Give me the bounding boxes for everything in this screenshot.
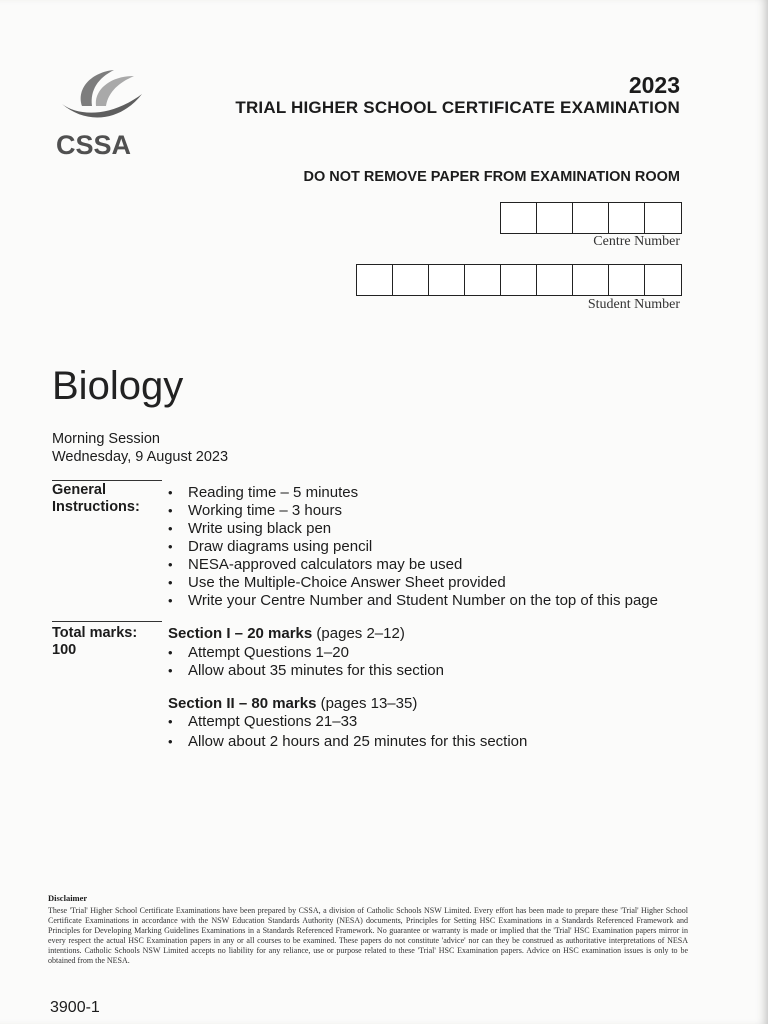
section-1-title: Section I – 20 marks (168, 625, 313, 642)
paper-code: 3900-1 (50, 999, 100, 1016)
instruction-item: • Working time – 3 hours (166, 502, 658, 520)
section-1-item: • Attempt Questions 1–20 (166, 644, 444, 662)
section-2-item: • Allow about 2 hours and 25 minutes for this section (166, 733, 527, 751)
section-2-pages: (pages 13–35) (320, 695, 418, 712)
general-instructions-list (166, 484, 658, 610)
centre-number-label: Centre Number (593, 234, 680, 249)
centre-number-box[interactable] (573, 203, 609, 233)
student-number-box[interactable] (537, 265, 573, 295)
student-number-box[interactable] (429, 265, 465, 295)
section-2-list (166, 713, 527, 751)
divider (52, 621, 162, 622)
instruction-item: • Reading time – 5 minutes (166, 484, 658, 502)
student-number-label: Student Number (587, 297, 680, 312)
student-number-box[interactable] (393, 265, 429, 295)
centre-number-box[interactable] (609, 203, 645, 233)
session-info (52, 430, 228, 466)
exam-year: 2023 (628, 72, 680, 98)
disclaimer-heading: Disclaimer (48, 893, 88, 903)
student-number-box[interactable] (609, 265, 645, 295)
divider (52, 480, 162, 481)
section-1-heading (168, 625, 405, 642)
general-instructions-label (52, 482, 156, 516)
instruction-item: • Draw diagrams using pencil (166, 538, 658, 556)
instruction-item: • Use the Multiple-Choice Answer Sheet provided (166, 574, 658, 592)
total-marks-block (52, 625, 137, 659)
centre-number-box[interactable] (537, 203, 573, 233)
section-1-item: • Allow about 35 minutes for this section (166, 662, 444, 680)
instruction-item: • Write your Centre Number and Student Number on the top of this page (166, 592, 658, 610)
total-marks-label: Total marks: (52, 625, 138, 641)
session-date: Wednesday, 9 August 2023 (52, 449, 229, 465)
section-2-item: • Attempt Questions 21–33 (166, 713, 527, 731)
subject-title: Biology (52, 364, 184, 408)
instruction-item: • NESA-approved calculators may be used (166, 556, 658, 574)
disclaimer-text: These 'Trial' Higher School Certificate Examinations have been prepared by CSSA, a division of Catholic Schools NSW Limited. Every effort has been made to prepare these 'Trial' Higher School Certificate Examinations in accordance with the NSW Education Standards Authority (NESA) documents, Principles for Setting HSC Examinations in a Standards Referenced Framework and Principles for Developing Marking Guidelines Examinations in a Standards Referenced Framework. No guarantee or warranty is made or implied that the 'Trial' HSC Examination papers mirror in every respect the actual HSC Examination papers in any or all courses to be examined. These papers do not constitute 'advice' nor can they be construed as authoritative interpretations of NESA intentions. Catholic Schools NSW Limited accepts no liability for any reliance, use or purpose related to these 'Trial' HSC Examination papers. Advice on HSC examination issues is only to be obtained from the NESA. (48, 906, 688, 965)
svg-text:CSSA: CSSA (56, 130, 132, 156)
instruction-item: • Write using black pen (166, 520, 658, 538)
centre-number-box[interactable] (501, 203, 537, 233)
removal-warning: DO NOT REMOVE PAPER FROM EXAMINATION ROOM (303, 169, 680, 185)
centre-number-box[interactable] (645, 203, 681, 233)
section-2-heading (168, 695, 417, 712)
section-1-pages: (pages 2–12) (316, 625, 405, 642)
total-marks-value: 100 (52, 642, 77, 658)
student-number-box[interactable] (357, 265, 393, 295)
general-instructions-label-text: General Instructions: (52, 482, 140, 515)
section-1-list (166, 644, 444, 680)
section-2-title: Section II – 80 marks (168, 695, 317, 712)
student-number-box[interactable] (645, 265, 681, 295)
session-name: Morning Session (52, 431, 160, 447)
cssa-logo (52, 64, 152, 164)
student-number-box[interactable] (501, 265, 537, 295)
cssa-logo-icon (52, 64, 152, 156)
centre-number-boxes[interactable] (500, 202, 682, 234)
exam-title: TRIAL HIGHER SCHOOL CERTIFICATE EXAMINATION (235, 98, 680, 117)
student-number-box[interactable] (465, 265, 501, 295)
student-number-box[interactable] (573, 265, 609, 295)
student-number-boxes[interactable] (356, 264, 682, 296)
